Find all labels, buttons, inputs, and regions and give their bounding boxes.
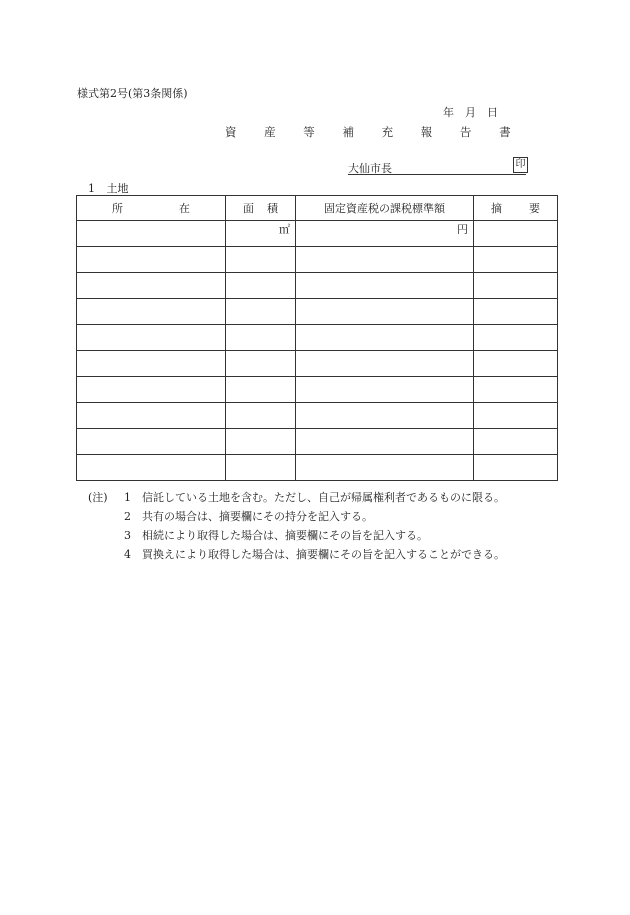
notes-block <box>88 488 505 564</box>
cell-remarks[interactable] <box>474 377 558 403</box>
table-row <box>77 273 558 299</box>
note-number: 4 <box>124 548 131 561</box>
cell-area[interactable] <box>226 247 296 273</box>
cell-area[interactable] <box>226 299 296 325</box>
column-header-area: 面 積 <box>226 196 296 221</box>
table-row <box>77 221 558 247</box>
table-row <box>77 429 558 455</box>
cell-remarks[interactable] <box>474 351 558 377</box>
form-number: 様式第2号(第3条関係) <box>77 87 188 100</box>
land-table <box>76 195 558 481</box>
addressee-name: 大仙市長 <box>348 162 392 175</box>
note-text: 信託している土地を含む。ただし、自己が帰属権利者であるものに限る。 <box>142 491 505 504</box>
cell-tax-base[interactable] <box>296 429 474 455</box>
cell-area[interactable] <box>226 325 296 351</box>
cell-location[interactable] <box>77 429 226 455</box>
column-header-tax-base: 固定資産税の課税標準額 <box>296 196 474 221</box>
cell-location[interactable] <box>77 403 226 429</box>
date-line: 年 月 日 <box>443 106 498 119</box>
table-row <box>77 377 558 403</box>
note-text: 共有の場合は、摘要欄にその持分を記入する。 <box>142 510 373 523</box>
cell-remarks[interactable] <box>474 403 558 429</box>
cell-tax-base[interactable] <box>296 351 474 377</box>
note-text: 買換えにより取得した場合は、摘要欄にその旨を記入することができる。 <box>142 548 505 561</box>
cell-location[interactable] <box>77 299 226 325</box>
note-item <box>88 507 505 526</box>
cell-remarks[interactable] <box>474 247 558 273</box>
addressee-line <box>348 160 526 175</box>
cell-tax-base[interactable] <box>296 325 474 351</box>
note-item <box>88 488 505 507</box>
cell-location[interactable] <box>77 455 226 481</box>
cell-location[interactable] <box>77 221 226 247</box>
column-header-remarks: 摘 要 <box>474 196 558 221</box>
section-title: 1 土地 <box>88 182 129 195</box>
table-row <box>77 247 558 273</box>
cell-area[interactable] <box>226 403 296 429</box>
seal-mark: 印 <box>513 157 528 173</box>
column-header-location: 所 在 <box>77 196 226 221</box>
note-item <box>88 526 505 545</box>
table-row <box>77 455 558 481</box>
cell-remarks[interactable] <box>474 325 558 351</box>
cell-tax-base[interactable] <box>296 299 474 325</box>
cell-remarks[interactable] <box>474 221 558 247</box>
cell-remarks[interactable] <box>474 455 558 481</box>
cell-remarks[interactable] <box>474 273 558 299</box>
cell-area[interactable] <box>226 429 296 455</box>
cell-tax-base[interactable] <box>296 247 474 273</box>
cell-area[interactable] <box>226 377 296 403</box>
table-row <box>77 299 558 325</box>
note-item <box>88 545 505 564</box>
table-row <box>77 325 558 351</box>
cell-location[interactable] <box>77 247 226 273</box>
note-number: 3 <box>124 529 131 542</box>
note-number: 1 <box>124 491 131 504</box>
document-title: 資 産 等 補 充 報 告 書 <box>225 125 523 139</box>
cell-area[interactable] <box>226 351 296 377</box>
table-row <box>77 403 558 429</box>
cell-location[interactable] <box>77 351 226 377</box>
note-text: 相続により取得した場合は、摘要欄にその旨を記入する。 <box>142 529 428 542</box>
cell-tax-base[interactable]: 円 <box>296 221 474 247</box>
cell-tax-base[interactable] <box>296 273 474 299</box>
cell-area[interactable]: ㎡ <box>226 221 296 247</box>
cell-remarks[interactable] <box>474 299 558 325</box>
notes-label: (注) <box>88 491 108 504</box>
cell-area[interactable] <box>226 455 296 481</box>
cell-tax-base[interactable] <box>296 403 474 429</box>
cell-location[interactable] <box>77 377 226 403</box>
cell-tax-base[interactable] <box>296 455 474 481</box>
table-header-row <box>77 196 558 221</box>
table-row <box>77 351 558 377</box>
cell-remarks[interactable] <box>474 429 558 455</box>
cell-tax-base[interactable] <box>296 377 474 403</box>
cell-area[interactable] <box>226 273 296 299</box>
note-number: 2 <box>124 510 131 523</box>
cell-location[interactable] <box>77 325 226 351</box>
cell-location[interactable] <box>77 273 226 299</box>
